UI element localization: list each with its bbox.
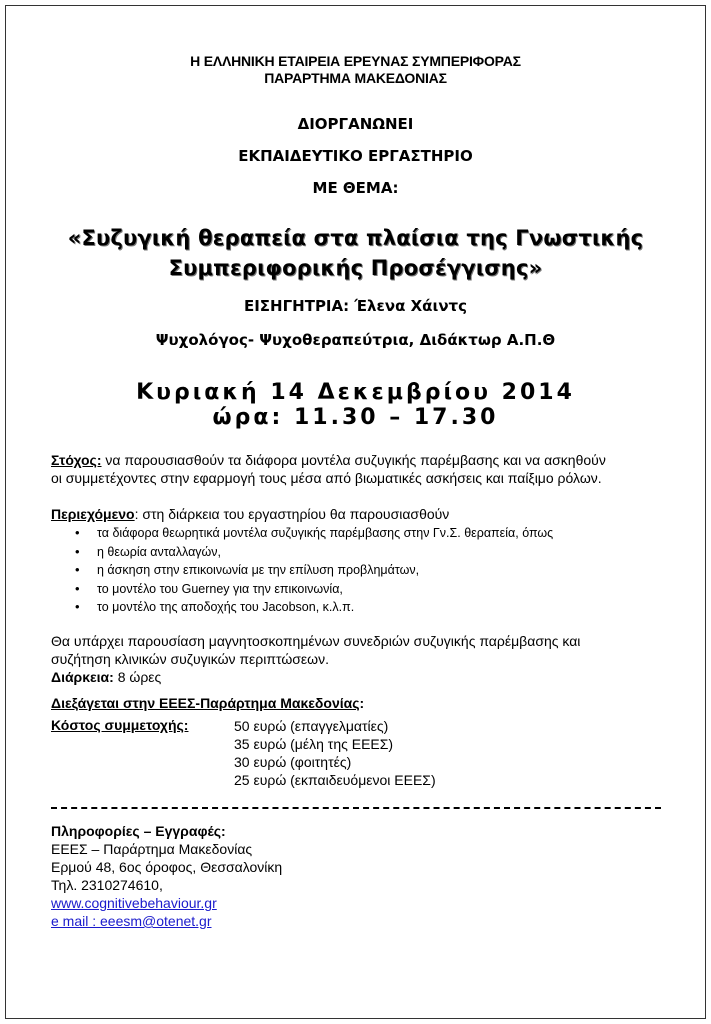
venue bbox=[51, 695, 364, 712]
org-name: Η ΕΛΛΗΝΙΚΗ ΕΤΑΙΡΕΙΑ ΕΡΕΥΝΑΣ ΣΥΜΠΕΡΙΦΟΡΑΣ bbox=[190, 53, 521, 69]
event-date: Κυριακή 14 Δεκεμβρίου 2014 bbox=[136, 380, 575, 405]
event-time: ώρα: 11.30 – 17.30 bbox=[212, 405, 499, 430]
dashed-divider bbox=[51, 807, 661, 809]
content-list bbox=[51, 524, 553, 617]
list-item: • το μοντέλο της αποδοχής του Jacobson, κ.λ.π. bbox=[51, 598, 553, 617]
speaker-credentials: Ψυχολόγος- Ψυχοθεραπεύτρια, Διδάκτωρ Α.Π.Θ bbox=[155, 331, 556, 349]
content-intro bbox=[51, 506, 449, 523]
org-branch: ΠΑΡΑΡΤΗΜΑ ΜΑΚΕΔΟΝΙΑΣ bbox=[264, 70, 447, 86]
goal-label: Στόχος: bbox=[51, 452, 102, 468]
workshop-title-line1: «Συζυγική θεραπεία στα πλαίσια της Γνωστικής bbox=[67, 226, 644, 250]
content-intro-text: : στη διάρκεια του εργαστηρίου θα παρουσιασθούν bbox=[134, 506, 450, 522]
info-label: Πληροφορίες – Εγγραφές: bbox=[51, 823, 226, 839]
content-label: Περιεχόμενο bbox=[51, 506, 135, 522]
venue-text: Διεξάγεται στην ΕΕΕΣ-Παράρτημα Μακεδονίας bbox=[51, 695, 360, 711]
list-item: • η θεωρία ανταλλαγών, bbox=[51, 543, 553, 562]
list-item: • το μοντέλο του Guerney για την επικοινωνία, bbox=[51, 580, 553, 599]
cost-list bbox=[234, 717, 436, 789]
cost-label: Κόστος συμμετοχής: bbox=[51, 717, 189, 733]
email-link-row bbox=[51, 913, 212, 930]
speaker-name: ΕΙΣΗΓΗΤΡΙΑ: Έλενα Χάιντς bbox=[243, 297, 468, 315]
presentation-line1: Θα υπάρχει παρουσίαση μαγνητοσκοπημένων συνεδριών συζυγικής παρέμβασης και bbox=[51, 633, 581, 649]
goal-text: να παρουσιασθούν τα διάφορα μοντέλα συζυγικής παρέμβασης και να ασκηθούν bbox=[101, 452, 606, 468]
venue-suffix: : bbox=[359, 695, 365, 711]
email-link[interactable]: e mail : eeesm@otenet.gr bbox=[51, 913, 212, 929]
workshop-heading: ΕΚΠΑΙΔΕΥΤΙΚΟ ΕΡΓΑΣΤΗΡΙΟ bbox=[238, 147, 473, 165]
duration-label: Διάρκεια: bbox=[51, 669, 114, 685]
duration bbox=[51, 669, 161, 686]
goal-line2: οι συμμετέχοντες στην εφαρμογή τους μέσα από βιωματικές ασκήσεις και παίξιμο ρόλων. bbox=[51, 470, 602, 486]
info-phone: Τηλ. 2310274610, bbox=[51, 877, 163, 893]
website-link-row bbox=[51, 895, 217, 912]
list-item: • η άσκηση στην επικοινωνία με την επίλυση προβλημάτων, bbox=[51, 561, 553, 580]
goal-line1 bbox=[51, 452, 606, 469]
cost-item: 25 ευρώ (εκπαιδευόμενοι ΕΕΕΣ) bbox=[234, 772, 436, 788]
presentation-line2: συζήτηση κλινικών συζυγικών περιπτώσεων. bbox=[51, 651, 329, 667]
website-link[interactable]: www.cognitivebehaviour.gr bbox=[51, 895, 217, 911]
info-branch: ΕΕΕΣ – Παράρτημα Μακεδονίας bbox=[51, 841, 253, 857]
duration-value: 8 ώρες bbox=[113, 669, 162, 685]
workshop-title-line2: Συμπεριφορικής Προσέγγισης» bbox=[168, 256, 543, 280]
organizes-heading: ΔΙΟΡΓΑΝΩΝΕΙ bbox=[297, 115, 414, 133]
topic-heading: ΜΕ ΘΕΜΑ: bbox=[312, 179, 399, 197]
cost-item: 50 ευρώ (επαγγελματίες) bbox=[234, 718, 389, 734]
cost-item: 30 ευρώ (φοιτητές) bbox=[234, 754, 352, 770]
info-address: Ερμού 48, 6ος όροφος, Θεσσαλονίκη bbox=[51, 859, 283, 875]
list-item: • τα διάφορα θεωρητικά μοντέλα συζυγικής παρέμβασης στην Γν.Σ. θεραπεία, όπως bbox=[51, 524, 553, 543]
cost-item: 35 ευρώ (μέλη της ΕΕΕΣ) bbox=[234, 736, 394, 752]
